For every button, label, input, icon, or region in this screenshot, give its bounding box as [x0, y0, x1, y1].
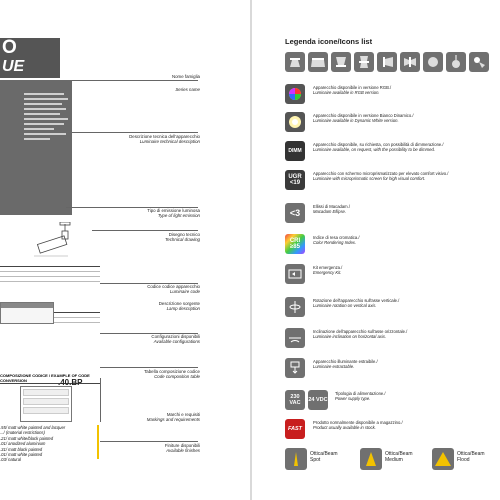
marks-it: Marchi e requisiti [166, 412, 200, 417]
desc-it: Indice di resa cromatica./ [313, 235, 360, 240]
optic-medium [360, 448, 422, 472]
dynamic-white-icon [285, 112, 305, 132]
emission-icon-strip [285, 52, 489, 72]
finish-item: .01/ matt white painted [0, 451, 43, 457]
optic-flood [432, 448, 494, 472]
emergency-icon [285, 264, 305, 284]
desc-it: Kit emergenza./ [313, 265, 343, 270]
side-light-icon [400, 52, 420, 72]
marks-en: Markings and requirements [146, 417, 200, 422]
code-table [0, 266, 100, 282]
up-down-light-icon [354, 52, 374, 72]
label-code [147, 284, 200, 294]
uplight-icon [331, 52, 351, 72]
config-en: Available configurations [153, 339, 200, 344]
finish-item: .31/ matt black painted [0, 446, 43, 452]
flood-optic-icon [432, 448, 454, 470]
desc-en: Luminaire available in Dynamic White version. [313, 118, 399, 123]
desc-it: Tipologia di alimentazione./ [335, 391, 386, 396]
technical-drawing [28, 222, 86, 260]
composition-code: .40.BP [58, 378, 83, 387]
desc-it: Ellissi di Macadam./ [313, 204, 351, 209]
family-name-label: Nome famiglia [171, 74, 200, 79]
drawing-it: Disegno tecnico [168, 232, 200, 237]
legend-desc [313, 359, 493, 369]
fast-icon [285, 419, 305, 439]
optic-en: Flood [457, 457, 470, 463]
ugr-icon [285, 170, 305, 190]
label-composition [144, 369, 200, 379]
desc-it: Rotazione dell'apparecchio sull'asse verticale./ [313, 298, 400, 303]
series-name-label: Series name [175, 87, 200, 92]
legend-desc [313, 204, 493, 214]
optic-it: Ottica/Beam [310, 451, 338, 457]
medium-optic-icon [360, 448, 382, 470]
composition-title: COMPOSIZIONE CODICE / EXAMPLE OF CODE CONVERSION [0, 373, 100, 384]
label-drawing [165, 232, 200, 242]
desc-it: Apparecchio disponibile in versione RGB./ [313, 85, 392, 90]
finishes-en: Available finishes [166, 448, 200, 453]
desc-en: Luminaire extractable. [313, 364, 355, 369]
dimmable-icon [285, 141, 305, 161]
desc-en: Luminaire with microprismatic screen for high visual comfort. [313, 176, 426, 181]
legend-desc [313, 85, 493, 95]
legend-title: Legenda icone/Icons list [285, 37, 373, 46]
config-it: Configurazioni disponibili [151, 334, 200, 339]
finish-item: .03/ natural [0, 457, 21, 463]
optic-en: Spot [310, 457, 321, 463]
optic-spot [285, 448, 347, 472]
label-config [151, 334, 200, 344]
desc-en: Product usually available in stock. [313, 425, 376, 430]
legend-desc [313, 329, 493, 339]
configuration-rows [54, 312, 100, 323]
fast-label: FAST [287, 426, 303, 432]
label-tech-desc [129, 134, 200, 144]
optic-it: Ottica/Beam [457, 451, 485, 457]
finish-item: .55/ matt white painted and lacquer [0, 425, 66, 430]
desc-en: Luminaire inclination on horizontal axis. [313, 334, 387, 339]
desc-it: Prodotto normalmente disponibile a magazzino./ [313, 420, 403, 425]
leader-line [72, 80, 198, 81]
cri-label: CRI ≥85 [289, 238, 301, 250]
lamp-desc-en: Lamp description [166, 306, 200, 311]
composition-en: Code composition table [154, 374, 200, 379]
label-series [175, 87, 200, 92]
spot-light-icon [469, 52, 489, 72]
dimm-label: DIMM [288, 148, 302, 154]
rgb-icon [285, 84, 305, 104]
desc-en: Luminaire available in RGB version. [313, 90, 380, 95]
legend-desc [313, 113, 493, 123]
legend-desc [313, 171, 493, 181]
legend-desc [335, 391, 500, 401]
downlight-icon [285, 52, 305, 72]
desc-it: Apparecchio disponibile, su richiesta, con possibilità di dimmerazione./ [313, 142, 444, 147]
legend-desc [313, 298, 493, 308]
legend-desc [313, 235, 493, 245]
composition-box [20, 386, 72, 422]
ugr-label: UGR <19 [288, 174, 302, 186]
label-marks [147, 412, 200, 422]
leader-line [100, 367, 198, 368]
power-24-label: 24 VDC [308, 397, 328, 403]
bracket-line [100, 378, 101, 422]
series-title-line-1: O [2, 37, 17, 58]
power-230-label: 230 VAC [289, 394, 301, 406]
finish-item: .../ (material restrictions) [0, 430, 45, 436]
optic-en: Medium [385, 457, 403, 463]
power-230-icon [285, 390, 305, 410]
vertical-rotation-icon [285, 297, 305, 317]
finishes-it: Finiture disponibili [164, 443, 200, 448]
tech-desc-it: Descrizione tecnica dell'apparecchio [129, 134, 200, 139]
optic-it: Ottica/Beam [385, 451, 413, 457]
finishes-list [0, 425, 100, 463]
diffuse-light-icon [423, 52, 443, 72]
leader-line [100, 441, 198, 442]
finish-item: .21/ matt white/black painted [0, 435, 54, 441]
legend-desc [313, 142, 493, 152]
composition-it: Tabella composizione codice [144, 369, 200, 374]
leader-line [92, 230, 198, 231]
asymmetric-light-icon [377, 52, 397, 72]
desc-it: Apparecchio illuminante estraibile./ [313, 359, 378, 364]
tech-desc-en: Luminaire technical description [139, 139, 200, 144]
description-text-lines [24, 93, 68, 143]
desc-en: Macadam Ellipse. [313, 209, 347, 214]
right-page [252, 0, 500, 500]
series-title-line-2: UE [2, 58, 25, 75]
leader-line [72, 132, 198, 133]
spot-optic-icon [285, 448, 307, 470]
code-en: Luminaire code [169, 289, 200, 294]
desc-en: Luminaire available, on request, with the possibility to be dimmed. [313, 147, 435, 152]
desc-en: Power supply type. [335, 396, 371, 401]
macadam-label: <3 [289, 208, 301, 218]
label-lamp [159, 301, 200, 311]
desc-it: Apparecchio con schermo microprismatizzato per elevato comfort visivo./ [313, 171, 449, 176]
desc-en: Luminaire rotation on vertical axis. [313, 303, 377, 308]
horizontal-tilt-icon [285, 328, 305, 348]
macadam-icon [285, 203, 305, 223]
code-it: Codice codice apparecchio [147, 284, 200, 289]
pendant-light-icon [446, 52, 466, 72]
desc-it: Inclinazione dell'apparecchio sull'asse orizzontale./ [313, 329, 408, 334]
finish-item: .01/ anodized aluminium [0, 441, 46, 447]
emission-it: Tipo di emissione luminosa [147, 208, 200, 213]
legend-desc [313, 265, 493, 275]
lamp-desc-it: Descrizione sorgente [158, 301, 200, 306]
label-family [172, 74, 200, 79]
desc-en: Color Rendering Index. [313, 240, 357, 245]
extractable-icon [285, 358, 305, 378]
label-finishes [165, 443, 200, 453]
wide-beam-icon [308, 52, 328, 72]
cri-icon [285, 234, 305, 254]
power-24-icon [308, 390, 328, 410]
emission-en: Type of light emission [157, 213, 200, 218]
label-emission [147, 208, 200, 218]
configuration-table [0, 302, 54, 324]
series-title-block [0, 38, 60, 78]
desc-en: Emergency Kit. [313, 270, 342, 275]
legend-desc [313, 420, 493, 430]
desc-it: Apparecchio disponibile in versione Bianco Dinamico./ [313, 113, 414, 118]
drawing-en: Technical drawing [165, 237, 200, 242]
